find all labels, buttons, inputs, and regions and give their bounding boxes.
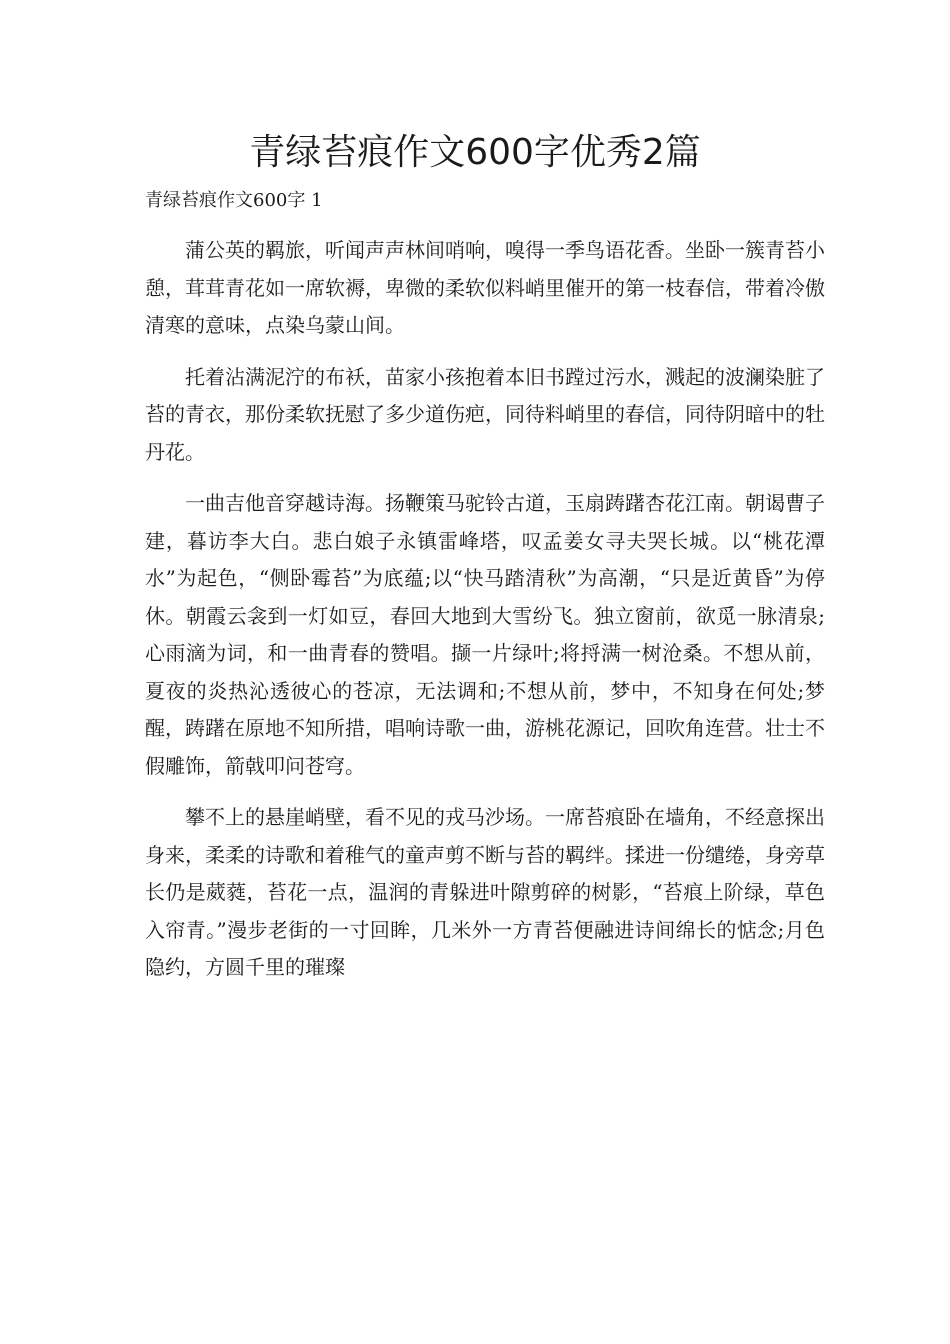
paragraph-1: 蒲公英的羁旅，听闻声声林间哨响，嗅得一季鸟语花香。坐卧一簇青苔小憩，茸茸青花如一席软褥，卑微的柔软似料峭里催开的第一枝春信，带着冷傲清寒的意味，点染乌蒙山间。 <box>145 238 825 337</box>
paragraph-4: 攀不上的悬崖峭壁，看不见的戎马沙场。一席苔痕卧在墙角，不经意探出身来，柔柔的诗歌和着稚气的童声剪不断与苔的羁绊。揉进一份缱绻，身旁草长仍是葳蕤，苔花一点，温润的青躲进叶隙剪碎的树影，“苔痕上阶绿，草色入帘青。”漫步老街的一寸回眸，几米外一方青苔便融进诗间绵长的惦念;月色隐约，方圆千里的璀璨 <box>145 805 825 979</box>
document-title: 青绿苔痕作文600字优秀2篇 <box>249 132 701 173</box>
document-subtitle: 青绿苔痕作文600字 1 <box>145 190 323 211</box>
document-body <box>145 232 825 1001</box>
paragraph-3: 一曲吉他音穿越诗海。扬鞭策马驼铃古道，玉扇踌躇杏花江南。朝谒曹子建，暮访李大白。悲白娘子永镇雷峰塔，叹孟姜女寻夫哭长城。以“桃花潭水”为起色，“侧卧霉苔”为底蕴;以“快马踏清秋”为高潮，“只是近黄昏”为停休。朝霞云衾到一灯如豆，春回大地到大雪纷飞。独立窗前，欲觅一脉清泉;心雨滴为词，和一曲青春的赞唱。撷一片绿叶;将捋满一树沧桑。不想从前，夏夜的炎热沁透彼心的苍凉，无法调和;不想从前，梦中，不知身在何处;梦醒，踌躇在原地不知所措，唱响诗歌一曲，游桃花源记，回吹角连营。壮士不假雕饰，箭戟叩问苍穹。 <box>145 491 825 778</box>
paragraph-2: 托着沾满泥泞的布袄，苗家小孩抱着本旧书蹚过污水，溅起的波澜染脏了苔的青衣，那份柔软抚慰了多少道伤疤，同待料峭里的春信，同待阴暗中的牡丹花。 <box>145 364 825 464</box>
